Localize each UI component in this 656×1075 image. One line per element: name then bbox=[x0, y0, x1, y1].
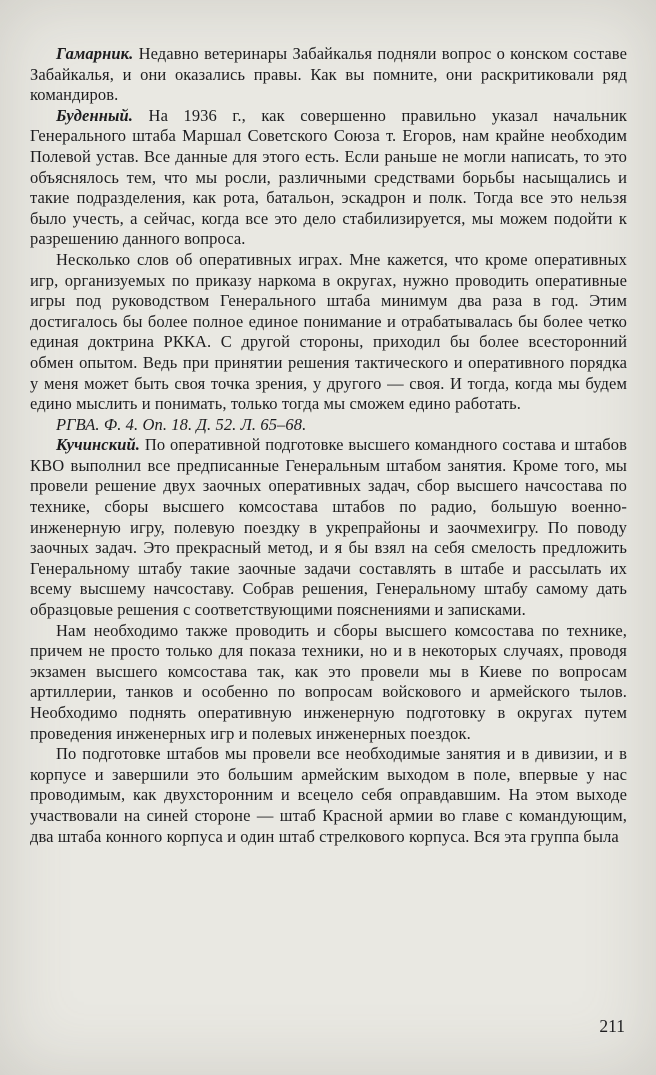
speaker-name-budyonny: Буденный. bbox=[56, 105, 134, 125]
paragraph-text: На 1936 г., как совершенно правильно указал начальник Генерального штаба Маршал Советского Союза т. Егоров, нам крайне необходим Полевой устав. Все данные для этого есть. Если раньше не могли написать, то это объяснялось тем, что мы росли, различными средствами борьбы насыщались и такие подразделения, как рота, батальон, эскадрон и полк. Тогда все это нельзя было учесть, а сейчас, когда все это дело стабилизируется, мы можем подойти к разрешению данного вопроса. bbox=[30, 105, 627, 249]
paragraph-budyonny bbox=[30, 106, 627, 250]
paragraph-gamarnik bbox=[30, 44, 627, 106]
paragraph-operational-games bbox=[30, 250, 627, 415]
paragraph-tech-trainings bbox=[30, 621, 627, 745]
page-number: 211 bbox=[599, 1016, 625, 1036]
archive-citation bbox=[30, 415, 627, 436]
citation-text: РГВА. Ф. 4. Оп. 18. Д. 52. Л. 65–68. bbox=[56, 414, 307, 434]
paragraph-text: По оперативной подготовке высшего командного состава и штабов КВО выполнил все предписанные Генеральным штабом занятия. Кроме того, мы провели решение двух заочных оперативных задач, сбор высшего начсостава по технике, сборы высшего комсостава штабов по радио, большую военно-инженерную игру, полевую поездку в укрепрайоны и заочмехигру. По поводу заочных задач. Это прекрасный метод, и я бы взял на себя смелость предложить Генеральному штабу такие заочные задачи составлять в штабе и рассылать их всему высшему начсоставу. Собрав решения, Генеральному штабу самому дать образцовые решения с соответствующими пояснениями и записками. bbox=[30, 435, 627, 620]
paragraph-text: Нам необходимо также проводить и сборы высшего комсостава по технике, причем не просто только для показа техники, но и в некоторых случаях, проводя экзамен высшего комсостава так, как это провели мы в Киеве по вопросам артиллерии, танков и особенно по вопросам войскового и армейского тылов. Необходимо поднять оперативную инженерную подготовку в округах путем проведения инженерных игр и полевых инженерных поездок. bbox=[30, 620, 627, 743]
paragraph-text: По подготовке штабов мы провели все необходимые занятия и в дивизии, и в корпусе и завершили это большим армейским выходом в поле, впервые у нас проводимым, как двухсторонним и всецело себя оправдавшим. На этом выходе участвовали на синей стороне — штаб Красной армии во главе с командующим, два штаба конного корпуса и один штаб стрелкового корпуса. Вся эта группа была bbox=[30, 744, 627, 846]
text-block bbox=[30, 44, 627, 847]
paragraph-text: Недавно ветеринары Забайкалья подняли вопрос о конском составе Забайкалья, и они оказались правы. Как вы помните, они раскритиковали ряд командиров. bbox=[30, 44, 628, 105]
paragraph-text: Несколько слов об оперативных играх. Мне кажется, что кроме оперативных игр, организуемых по приказу наркома в округах, нужно проводить оперативные игры под руководством Генерального штаба минимум два раза в год. Этим достигалось бы более полное единое понимание и отрабатывалась бы более четко единая доктрина РККА. С другой стороны, приходил бы более всесторонний обмен опытом. Ведь при принятии решения тактического и оперативного порядка у меня может быть своя точка зрения, у другого — своя. И тогда, когда мы будем едино мыслить и понимать, только тогда мы сможем едино работать. bbox=[30, 249, 627, 414]
paragraph-staff-training bbox=[30, 744, 627, 847]
speaker-name-gamarnik: Гамарник. bbox=[56, 44, 134, 63]
speaker-name-kuchinsky: Кучинский. bbox=[56, 435, 140, 455]
paragraph-kuchinsky bbox=[30, 435, 627, 620]
